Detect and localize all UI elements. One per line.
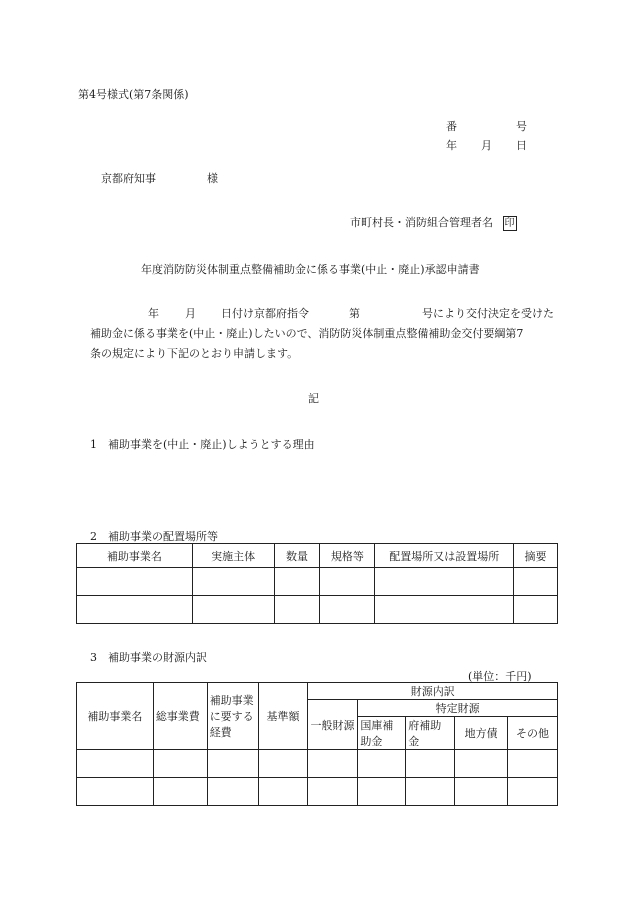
number-ban: 番 (446, 120, 457, 133)
table-row (77, 568, 558, 596)
unit-label: (単位：千円) (468, 670, 532, 683)
table-cell[interactable] (274, 568, 320, 596)
table-row (77, 596, 558, 624)
header-local-bond: 地方債 (455, 717, 508, 750)
table-cell[interactable] (258, 750, 308, 778)
table-cell[interactable] (508, 750, 558, 778)
table-row (77, 778, 558, 806)
table-cell[interactable] (375, 568, 514, 596)
section-1-heading: 1 補助事業を(中止・廃止)しようとする理由 (90, 438, 315, 451)
table-cell[interactable] (406, 750, 455, 778)
table-cell[interactable] (514, 596, 558, 624)
table-cell[interactable] (308, 778, 358, 806)
ki-heading: 記 (308, 392, 319, 405)
header-financing-breakdown: 財源内訳 (308, 683, 558, 700)
header-specific-funds: 特定財源 (358, 700, 558, 717)
header-project-name: 補助事業名 (77, 683, 154, 750)
table-cell[interactable] (192, 568, 274, 596)
body-line2: 補助金に係る事業を(中止・廃止)したいので、消防防災体制重点整備補助金交付要綱第7 (90, 327, 524, 340)
addressee-name: 京都府知事 (101, 172, 156, 185)
applicant-label (350, 214, 517, 231)
header-implementer: 実施主体 (192, 544, 274, 568)
table-cell[interactable] (207, 778, 258, 806)
date-day: 日 (516, 139, 527, 152)
header-placement-location: 配置場所又は設置場所 (375, 544, 514, 568)
table-cell[interactable] (153, 778, 207, 806)
financing-table (76, 682, 558, 806)
table-cell[interactable] (508, 778, 558, 806)
header-project-name: 補助事業名 (77, 544, 193, 568)
header-national-subsidy: 国庫補助金 (358, 717, 406, 750)
header-specification: 規格等 (320, 544, 375, 568)
header-general-funds: 一般財源 (308, 700, 358, 750)
table-cell[interactable] (406, 778, 455, 806)
document-title: 年度消防防災体制重点整備補助金に係る事業(中止・廃止)承認申請書 (141, 263, 480, 276)
table-cell[interactable] (207, 750, 258, 778)
form-number: 第4号様式(第7条関係) (78, 88, 189, 101)
table-cell[interactable] (358, 778, 406, 806)
section-2-heading: 2 補助事業の配置場所等 (90, 530, 218, 543)
section-3-heading: 3 補助事業の財源内訳 (90, 651, 207, 664)
header-total-cost: 総事業費 (153, 683, 207, 750)
placement-table (76, 543, 558, 624)
body-date-ref: 日付け京都府指令 (221, 307, 309, 320)
header-base-amount: 基準額 (258, 683, 308, 750)
header-remarks: 摘要 (514, 544, 558, 568)
header-other: その他 (508, 717, 558, 750)
table-row (77, 750, 558, 778)
table-cell[interactable] (153, 750, 207, 778)
table-cell[interactable] (77, 778, 154, 806)
table-cell[interactable] (320, 568, 375, 596)
applicant-name-label: 市町村長・消防組合管理者名 (350, 216, 493, 229)
seal-mark: 印 (504, 218, 515, 229)
table-cell[interactable] (274, 596, 320, 624)
table-cell[interactable] (358, 750, 406, 778)
table-cell[interactable] (77, 750, 154, 778)
body-dai: 第 (349, 307, 360, 320)
addressee-honorific: 様 (207, 172, 218, 185)
table-cell[interactable] (514, 568, 558, 596)
number-go: 号 (516, 120, 527, 133)
body-line3: 条の規定により下記のとおり申請します。 (90, 347, 299, 360)
body-line1-rest: 号により交付決定を受けた (422, 307, 554, 320)
header-quantity: 数量 (274, 544, 320, 568)
table-cell[interactable] (258, 778, 308, 806)
header-prefectural-subsidy: 府補助金 (406, 717, 455, 750)
date-year: 年 (446, 139, 457, 152)
table-cell[interactable] (455, 750, 508, 778)
table-cell[interactable] (77, 596, 193, 624)
table-cell[interactable] (192, 596, 274, 624)
table-cell[interactable] (308, 750, 358, 778)
date-month: 月 (481, 139, 492, 152)
header-required-cost: 補助事業に要する経費 (207, 683, 258, 750)
body-month: 月 (185, 307, 196, 320)
table-cell[interactable] (375, 596, 514, 624)
table-cell[interactable] (320, 596, 375, 624)
body-year: 年 (148, 307, 159, 320)
table-cell[interactable] (77, 568, 193, 596)
table-cell[interactable] (455, 778, 508, 806)
